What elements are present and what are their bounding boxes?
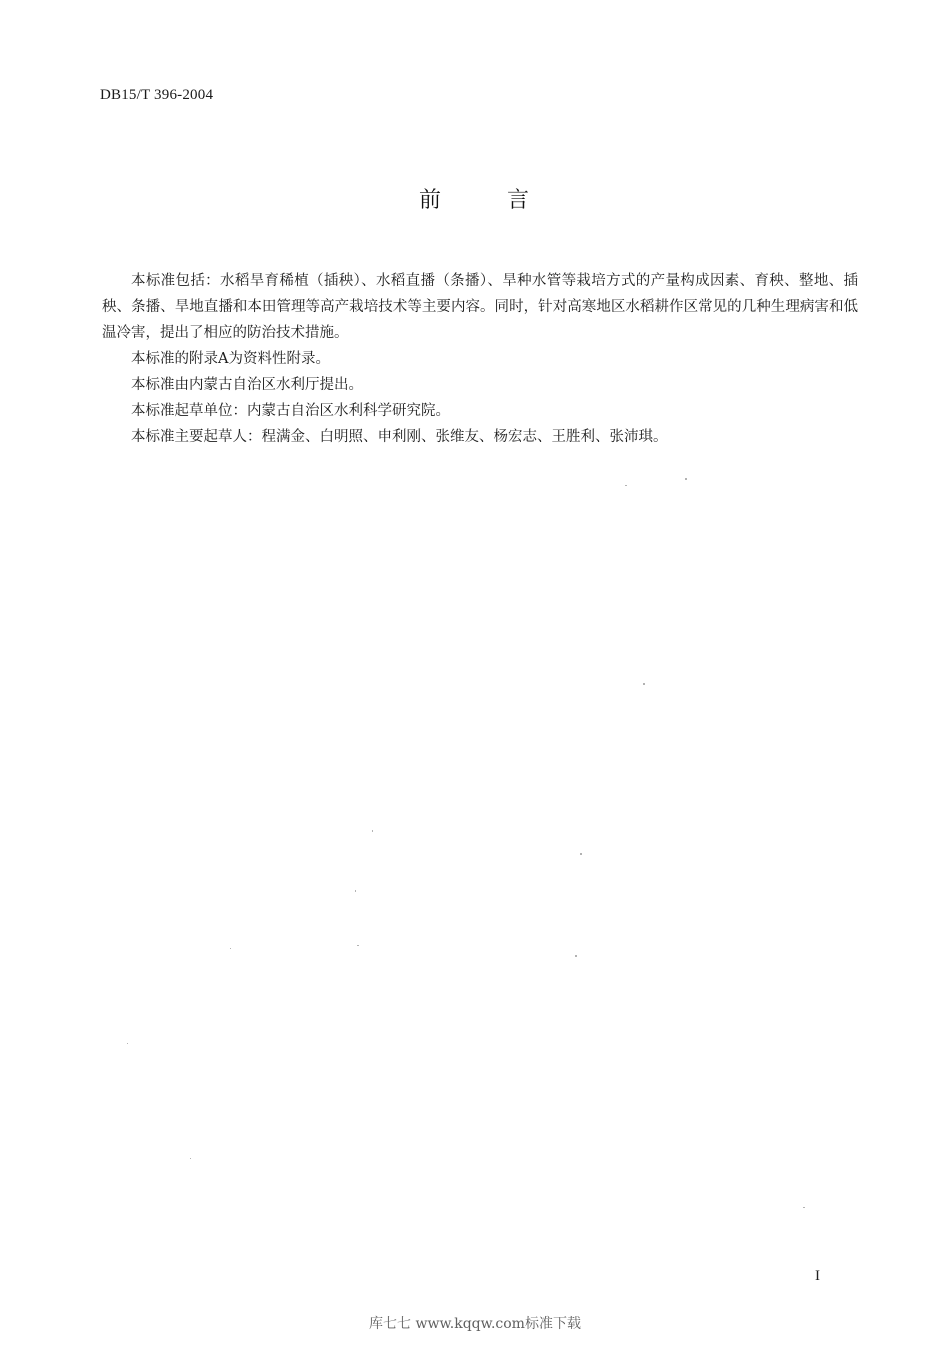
- scan-speck: [230, 948, 231, 949]
- paragraph-scope: 本标准包括：水稻旱育稀植（插秧）、水稻直播（条播）、旱种水管等栽培方式的产量构成因素、育秧、整地、插秧、条播、旱地直播和本田管理等高产栽培技术等主要内容。同时，针对高寒地区水稻耕作区常见的几种生理病害和低温冷害，提出了相应的防治技术措施。: [102, 273, 858, 341]
- paragraph-drafting-unit: 本标准起草单位：内蒙古自治区水利科学研究院。: [131, 403, 450, 419]
- scan-speck: [355, 890, 356, 892]
- foreword-body: [102, 268, 858, 450]
- scan-speck: [575, 955, 577, 957]
- scan-speck: [357, 945, 359, 946]
- scan-speck: [127, 1043, 128, 1044]
- scan-speck: [580, 853, 582, 855]
- scan-speck: [643, 683, 645, 685]
- title-char-1: 前: [418, 188, 443, 213]
- paragraph-appendix: 本标准的附录A为资料性附录。: [131, 351, 330, 367]
- page-title: [0, 183, 950, 214]
- paragraph-drafters: 本标准主要起草人：程满金、白明照、申利刚、张维友、杨宏志、王胜利、张沛琪。: [131, 429, 668, 445]
- title-char-2: 言: [507, 188, 532, 213]
- scan-speck: [685, 478, 687, 480]
- scan-speck: [625, 485, 627, 486]
- scan-speck: [190, 1158, 191, 1159]
- scan-speck: [803, 1207, 805, 1208]
- paragraph-proposer: 本标准由内蒙古自治区水利厅提出。: [131, 377, 363, 393]
- scan-speck: [372, 830, 373, 832]
- footer-watermark: 库七七 www.kqqw.com标准下载: [369, 1316, 581, 1332]
- standard-code: DB15/T 396-2004: [100, 87, 214, 103]
- page-number: I: [815, 1268, 820, 1284]
